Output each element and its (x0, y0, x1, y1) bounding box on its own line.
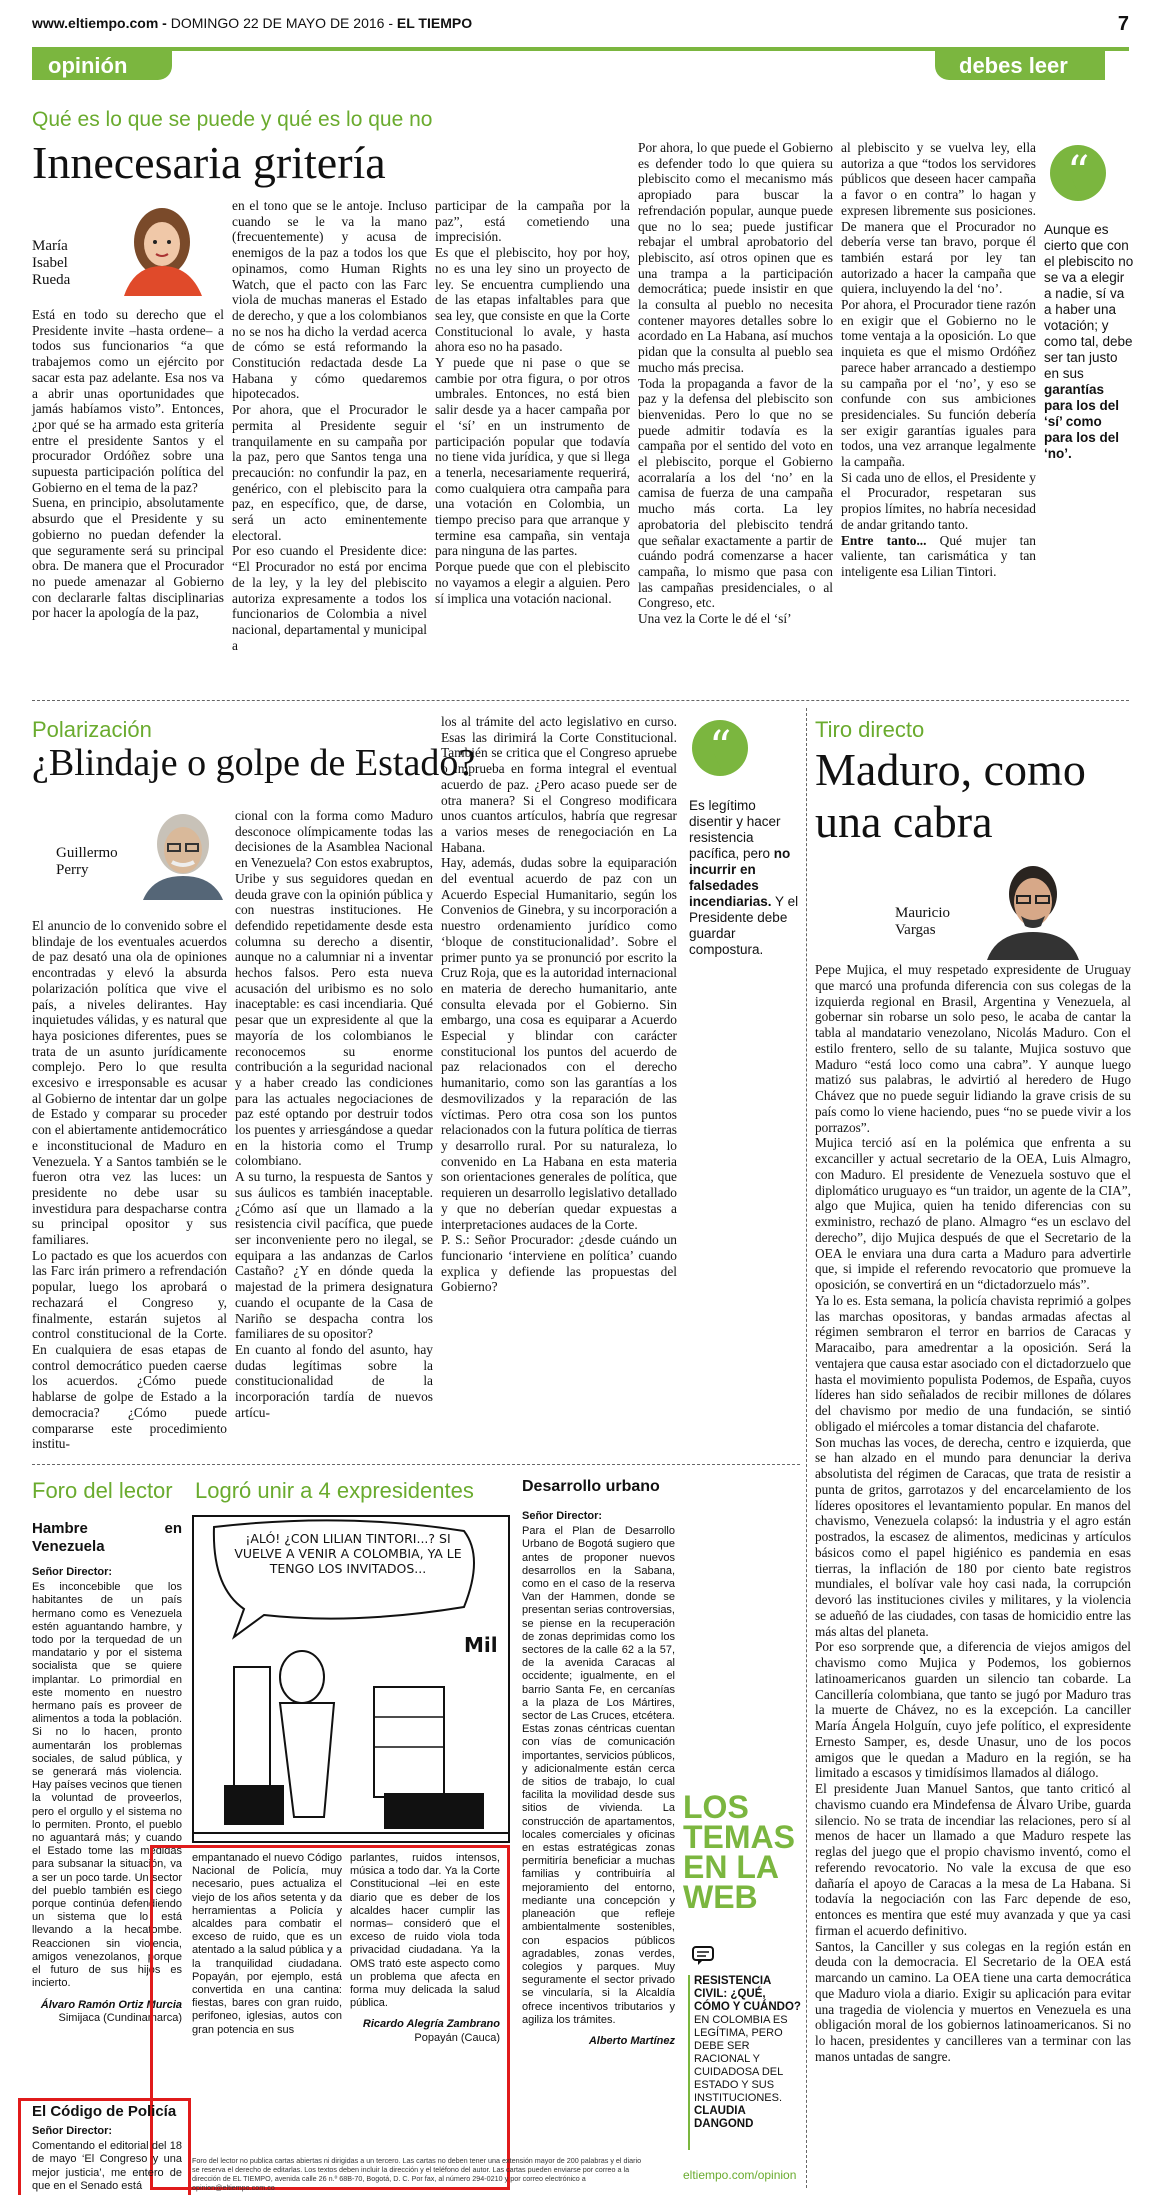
letter2-column-2: empantanado el nuevo Código Nacional de Policía, muy necesario, pues actualiza el viejo de los años setenta y da herramientas a Policía y alcaldes para combatir el exceso de ruido, que es un atentado a la salud pública y a la tranquilidad ciudadana. Popayán, por ejemplo, está convertida en una cantina: fiestas, bares con gran ruido, perifoneo, iglesias, autos con gran potencia en sus (192, 1852, 342, 2036)
temas-divider (688, 1975, 690, 2150)
author-photo-vargas (975, 850, 1090, 960)
article1-col5-text: al plebiscito y se vuelva ley, ella autoriza a que “todos los servidores públicos que deseen hacer campaña a favor o en contra” lo hagan y expresen libremente sus posiciones. De manera que el Procurador no debería verse tan bravo, porque él también estará por ley tan autorizado a hacer la campaña que quiera, incluyendo la del ‘no’. Por ahora, el Procurador tiene razón en exigir que el Gobierno no le tome ventaja a la oposición. Lo que inquieta es que el mismo Ordóñez parece haber arrancado a destiempo su campaña por el ‘no’, y eso se confunde con sus ambiciones presidenciales. Su función debería ser exigir garantías iguales para todos, una vez arranque legalmente la campaña. Si cada uno de ellos, el Presidente y el Procurador, respetaran sus propios límites, no habría necesidad de andar gritando tanto. (841, 140, 1036, 532)
article2-author: Guillermo Perry (56, 845, 118, 878)
letter2-body: Comentando el editorial del 18 de mayo ‘El Congreso y una mejor justicia’, me entero de que en el Senado está (32, 2140, 182, 2192)
article1-closing-bold: Entre tanto... (841, 532, 927, 548)
article1-closing: Qué mujer tan valiente, tan carismática y tan inteligente esa Lilian Tintori. (841, 532, 1036, 579)
masthead: www.eltiempo.com - DOMINGO 22 DE MAYO DE 2016 - EL TIEMPO 7 (32, 13, 1129, 35)
article1-title: Innecesaria gritería (32, 137, 386, 188)
section-label: opinión (48, 53, 128, 78)
temas-url[interactable]: eltiempo.com/opinion (683, 2168, 797, 2182)
article1-column-2: en el tono que se le antoje. Incluso cuando se le va la mano (frecuentemente) y acusa de enemigos de la paz a todos los que opinamos, como Human Rights Watch, que el pacto con las Farc viola de muchas maneras el Estado de derecho, y que a los colombianos no se nos ha dicho la verdad acerca de cómo se está reformando la Constitución redactada desde La Habana y cómo quedaremos hipotecados. Por ahora, que el Procurador le permita al Presidente seguir tranquilamente en su campaña por la paz, pero que Santos tenga una precaución: no confundir la paz, en genérico, con el plebiscito para la paz, en específico, que, de darse, será un acto eminentemente electoral. Por eso cuando el Presidente dice: “El Procurador no está por encima de la ley, y la ley del plebiscito autoriza expresamente a todos los funcionarios de Colombia a nivel nacional, departamental y municipal a (232, 198, 427, 653)
dateline: DOMINGO 22 DE MAYO DE 2016 (170, 15, 385, 31)
letter1-location: Simijaca (Cundinamarca) (58, 2011, 182, 2024)
article1-column-4: Por ahora, lo que puede el Gobierno es defender todo lo que quiera su plebiscito como el mecanismo más apropiado para buscar la refrendación popular, aunque puede que no lo sea; puede justificar rebajar el umbral aprobatorio del plebiscito, así otros opinen que es una trampa a la participación democrática; puede insistir en que la consulta al pueblo no necesita contener mayores detalles sobre lo acordado en La Habana, así muchos pidan que la consulta al pueblo sea mucho más precisa. Toda la propaganda a favor de la paz y la defensa del plebiscito son bienvenidas. Pero lo que no se puede admitir todavía es la campaña por el sentido del voto en el plebiscito, porque el Gobierno acorralaría a los del ‘no’ en la camisa de fuerza de una campaña mucho más corta. La ley aprobatoria del plebiscito tendrá que señalar exactamente a partir de cuándo podrá comenzarse a hacer campaña, lo mismo que pasa con las campañas presidenciales, o al Congreso, etc. Una vez la Corte le dé el ‘sí’ (638, 140, 833, 627)
quote-icon: “ (1050, 145, 1106, 201)
article3-title: Maduro, como una cabra (815, 744, 1086, 847)
letter2-signature: Ricardo Alegría Zambrano (362, 2018, 500, 2031)
article1-author: María Isabel Rueda (32, 238, 71, 288)
cartoon-signature: Mil (464, 1633, 498, 1657)
letter2-col3-text: parlantes, ruidos intensos, música a todo dar. Ya la Corte Constitucional –lei en este diario que es deber de los alcaldes hacer cumplir las normas– consideró que el exceso de ruido viola toda privacidad ciudadana. Ya la OMS trató este aspecto como un problema que afecta en forma muy delicada la salud pública. (350, 1852, 500, 2010)
article1-column-5 (841, 140, 1036, 664)
temas-item-sub: EN COLOMBIA ES LEGÍTIMA, PERO DEBE SER RACIONAL Y CUIDADOSA DEL ESTADO Y SUS INSTITUCIONES. (694, 2014, 788, 2104)
article2-column-1: El anuncio de lo convenido sobre el blindaje de los eventuales acuerdos de paz desató una ola de opiniones encontradas y elevó la absurda polarización política que vive el país, a niveles delirantes. Hay inquietudes válidas, y es natural que haya posiciones diferentes, pues se trata de un asunto jurídicamente complejo. Pero lo que resulta excesivo e irresponsable es acusar al Gobierno de intentar dar un golpe de Estado y comparar su proceder con el abiertamente antidemocrático e inconstitucional de Maduro en Venezuela. Y a Santos también se le fueron otra vez las luces: un presidente no debe usar su investidura para despacharse contra su principal opositor y sus familiares. Lo pactado es que los acuerdos con las Farc irán primero a refrendación popular, luego los aprobará o rechazará el Congreso y, finalmente, estarán sujetos al control constitucional de la Corte. En cualquiera de esas etapas de control democrático pueden caerse los acuerdos. ¿Cómo puede hablarse de golpe de Estado a la democracia? ¿Cómo puede compararse este procedimiento institu- (32, 918, 227, 1452)
section-divider (32, 700, 1129, 701)
letter2-title: El Código de Policía (32, 2103, 177, 2120)
temas-heading: LOS TEMAS EN LA WEB (683, 1789, 795, 1915)
pullquote-text: Aunque es cierto que con el plebiscito no se va a elegir a nadie, sí va a haber una votación; y como tal, debe ser tan justo en sus (1044, 222, 1134, 381)
letter1-salute: Señor Director: (32, 1566, 113, 1578)
section-right-label: debes leer (959, 53, 1068, 78)
letter2-location: Popayán (Cauca) (414, 2031, 500, 2044)
desarrollo-salute: Señor Director: (522, 1510, 603, 1522)
author-photo-rueda (104, 196, 214, 296)
article3-body: Pepe Mujica, el muy respetado expresidente de Uruguay que marcó una profunda diferencia con sus colegas de la izquierda regional en Brasil, Argentina y Venezuela, al gobernar sin robarse un solo peso, le acaba de cantar la tabla al mandatario venezolano, Nicolás Maduro. Con el estilo frentero, sello de su talante, Mujica sostuvo que Maduro “está loco como una cabra”. Y aunque luego matizó sus palabras, le advirtió al heredero de Hugo Chávez que no puede seguir lidiando la grave crisis de su país como lo viene haciendo, pues “no se puede vivir a los porrazos”. Mujica terció así en la polémica que enfrenta a su excanciller y actual secretario de la OEA, Luis Almagro, con Maduro. El presidente de Venezuela sostuvo que el diplomático uruguayo es “un traidor, un agente de la CIA”, algo que Mujica, quien ha tenido diferencias con su exministro, rechazó de plano. Almagro “es un esclavo del derecho”, dijo Mujica después de que el Secretario de la OEA le enviara una dura carta a Maduro para advertirle que, si impide el referendo revocatorio que promueve la oposición, se convertirá en un “dictadorzuelo más”. Ya lo es. Esta semana, la policía chavista reprimió a golpes las marchas opositoras, y bandas armadas afectas al régimen sembraron el terror en barrios de Caracas y Maracaibo, para amedrentar a la oposición. Será la ventajera que causa estar asociado con el dictadorzuelo que hasta el movimiento populista Podemos, de España, cuyos líderes han sido señalados de recibir millones de dólares del chavismo por medio de una fundación, se sintió obligado el miércoles a tomar distancia del chafarote. Son muchas las voces, de derecha, centro e izquierda, que se han alzado en el mundo para denunciar la deriva absolutista del régimen de Caracas, que trata de resistir a punta de gritos, garrotazos y del encarcelamiento de los líderes opositores el levantamiento popular. En manos del chavismo, Venezuela colapsó: la industria y el agro están postrados, la escasez de alimentos, medicinas y artículos básicos como el papel higiénico es pandemia en esas tierras, la inflación de 180 por ciento bate registros mundiales, el bolívar vale hoy casi nada, la corrupción devoró las instituciones civiles y militares, y la violencia se adueñó de las ciudades, con tasas de homicidio entre las más altas del planeta. Por eso sorprende que, a diferencia de viejos amigos del chavismo como Mujica y Podemos, los gobiernos latinoamericanos guarden un silencio tan cobarde. La Cancillería colombiana, que tanto se jugó por Maduro tras la muerte de Chávez, no es la excepción. La canciller María Ángela Holguín, cuyo jefe político, el expresidente Ernesto Samper, es, desde Unasur, uno de los pocos amigos que le quedan a Maduro en la región, se ha limitado a escasos y timidísimos llamados al diálogo. El presidente Juan Manuel Santos, que tanto criticó al chavismo cuando era Mindefensa de Álvaro Uribe, guarda silencio. No se trata de incendiar las relaciones, pero sí al menos de hacer un llamado a que Maduro respete las reglas del juego que el propio chavismo inventó, como el referendo revocatorio. No vale la excusa de que eso dañaría el apoyo de Caracas a la mesa de La Habana. Si todavía la negociación con las Farc depende de eso, entonces es mentira que esté muy avanzada y que ya casi firman el acuerdo definitivo. Santos, la Canciller y sus colegas en la región están en deuda con la democracia. El Secretario de la OEA está marcando un camino. La OEA tiene una carta democrática que Maduro viola a diario. Exigir su aplicación para evitar una tragedia de violencia y muertos en Venezuela es una obligación moral de los gobiernos latinoamericanos. Si no lo hacen, presidentes y cancilleres van a terminar con las manos untadas de sangre. (815, 962, 1132, 2064)
temas-item-title[interactable]: RESISTENCIA CIVIL: ¿QUÉ, CÓMO Y CUÁNDO? (694, 1975, 801, 2013)
pullquote2-bold: no incurrir en falsedades incendiarias. (689, 846, 791, 909)
brand-name: EL TIEMPO (396, 15, 473, 31)
letter2-column-3 (350, 1852, 500, 2152)
chat-icon (692, 1946, 714, 1966)
article2-column-2: cional con la forma como Maduro desconoce olímpicamente todas las decisiones de la Asamblea Nacional en Venezuela? Con estos exabruptos, Uribe y sus seguidores quedan en deuda grave con la opinión pública y con nuestras instituciones. He defendido repetidamente desde esta columna su derecho a disentir, aunque no a calumniar ni a inventar hechos falsos. Pero esta nueva acusación del uribismo es no solo inaceptable: es casi incendiaria. Qué pesar que un expresidente al que la mayoría de los colombianos le reconocemos su enorme contribución a la seguridad nacional y a haber creado las condiciones para las actuales negociaciones de paz esté optando por destruir todos los puentes y arriesgándose a quedar en la historia como el Trump colombiano. A su turno, la respuesta de Santos y sus áulicos es también inaceptable. ¿Cómo así que un llamado a la resistencia civil pacífica, que puede ser inconveniente pero no ilegal, se equipara a las andanzas de Carlos Castaño? ¿Y en dónde queda la majestad de la primera designatura cuando el ocupante de la Casa de Nariño se despacha contra los familiares de su opositor? En cuanto al fondo del asunto, hay dudas legítimas sobre la constitucionalidad de la incorporación tardía de nuevos artícu- (235, 808, 433, 1420)
site-url[interactable]: www.eltiempo.com (32, 15, 159, 31)
cartoon-bubble-text: ¡ALÓ! ¿CON LILIAN TINTORI...? SI VUELVE A VENIR A COLOMBIA, YA LE TENGO LOS INVITADOS... (234, 1531, 462, 1576)
foro-footnote: Foro del lector no publica cartas abiertas ni dirigidas a un tercero. Las cartas no deben tener una extensión mayor de 200 palabras y el diario se reserva el derecho de editarlas. Los textos deben incluir la dirección y el teléfono del autor. Las cartas pueden enviarse por correo a la dirección de EL TIEMPO, avenida calle 26 n.º 68B-70, Bogotá, D. C. Por fax, al número 294-0210 y por correo electrónico a opinion@eltiempo.com.co (192, 2156, 642, 2192)
temas-item[interactable] (694, 1975, 802, 2131)
temas-item-author: CLAUDIA DANGOND (694, 2105, 754, 2130)
pullquote2-text: Es legítimo disentir y hacer resistencia pacífica, pero (689, 798, 781, 861)
desarrollo-title: Desarrollo urbano (522, 1478, 660, 1495)
desarrollo-signature: Alberto Martínez (588, 2034, 675, 2047)
article2-pullquote (689, 798, 799, 958)
pullquote2-text-end: Y el Presidente debe guardar compostura. (689, 894, 799, 957)
letter-codigo (32, 2103, 182, 2198)
section-divider-2 (32, 1464, 800, 1465)
desarrollo-body: Para el Plan de Desarrollo Urbano de Bogotá sugiero que antes de proponer nuevos desarrollos en la Sabana, como en el caso de la reserva Van der Hammen, donde se presentan serias controversias, se piense en la recuperación de zonas deprimidas como los sectores de la calle 62 a la 57, de la avenida Caracas al occidente; igualmente, en el barrio Santa Fe, en cercanías a la plaza de Los Mártires, sector de Las Cruces, etcétera. Estas zonas céntricas cuentan con vías de comunicación importantes, servicios públicos, y adicionalmente están cerca de sitios de trabajo, lo cual facilita la movilidad desde sus sitios de vivienda. La construcción de apartamentos, locales comerciales y oficinas en estas estratégicas zonas permitiría beneficiar a muchas familias y contribuiría al mejoramiento del entorno, mediante una concepción y planeación que refleje ambientalmente sostenibles, con espacios públicos agradables, zonas verdes, colegios y parques. Muy seguramente el sector privado se vincularía, si la Alcaldía ofrece incentivos tributarios y agiliza los trámites. (522, 1525, 675, 2026)
section-tab-right (935, 50, 1105, 80)
quote-icon-2: “ (692, 720, 748, 776)
article1-column-1: Está en todo su derecho que el Presidente invite –hasta ordene– a todos sus funcionarios “a que trabajemos como un ejército por sacar esta paz adelante. Esa nos va a abrir unas oportunidades que jamás habíamos visto”. Entonces, ¿por qué se ha armado esta gritería entre el presidente Santos y el procurador Ordóñez sobre una supuesta participación política del Gobierno en el tema de la paz? Suena, en principio, absolutamente absurdo que el Presidente y su gobierno no puedan defender la que seguramente será su principal obra. De manera que el Procurador no puede amenazar al Gobierno con declararle faltas disciplinarias por hacer la apología de la paz, (32, 307, 224, 621)
author-photo-perry (128, 800, 233, 900)
article3-kicker: Tiro directo (815, 717, 925, 742)
article1-pullquote (1044, 222, 1134, 462)
letter2-salute: Señor Director: (32, 2125, 113, 2137)
article2-kicker: Polarización (32, 717, 152, 742)
article2-title: ¿Blindaje o golpe de Estado? (32, 742, 476, 784)
column-divider (806, 708, 807, 2188)
cartoon-title: Logró unir a 4 expresidentes (195, 1478, 474, 1503)
cartoon-frame (192, 1515, 510, 1843)
article1-column-3: participar de la campaña por la paz”, está cometiendo una imprecisión. Es que el plebiscito, hoy por hoy, no es una ley sino un proyecto de ley. Se encuentra cumpliendo una de las etapas infaltables para que sea ley, que consiste en que la Corte Constitucional lo avale, y hasta ahora eso no ha pasado. Y puede que ni pase o que se cambie por otra figura, o por otros umbrales. Entonces, no está bien salir desde ya a hacer campaña por el ‘sí’ en un instrumento de participación popular que todavía no tiene vida jurídica, y que si llega a tenerla, necesariamente requerirá, como cualquiera otra campaña para una votación en Colombia, un tiempo preciso para que arranque y terminе esa campaña, sin ventaja para ninguna de las partes. Porque puede que con el plebiscito no vayamos a elegir a alguien. Pero sí implica una votación nacional. (435, 198, 630, 606)
letter1-title: Hambre en Venezuela (32, 1520, 182, 1555)
article2-column-3: los al trámite del acto legislativo en curso. Esas las dirimirá la Corte Constitucional. También se critica que el Congreso apruebe o imprueba en forma integral el eventual acuerdo de paz. ¿Pero acaso puede ser de otra manera? Si el Congreso modificara unos cuantos artículos, habría que regresar a varios meses de renegociación en La Habana. Hay, además, dudas sobre la equiparación del eventual acuerdo de paz con un Acuerdo Especial Humanitario, según los Convenios de Ginebra, y su incorporación a nuestro ordenamiento jurídico como ‘bloque de constitucionalidad’. Sobre el primer punto ya se pronunció por escrito la Cruz Roja, que es la autoridad internacional en materia de derecho humanitario, ante consulta elevada por el Gobierno. Sin embargo, una cosa es equiparar a Acuerdo Especial y blindar con carácter constitucional los puntos del acuerdo de paz relacionados con el derecho humanitario, como son las garantías a los desmovilizados y la reparación de las víctimas. Pero otra cosa son los puntos relacionados con la futura política de tierras y desarrollo rural. Por su naturaleza, lo convenido en La Habana en esta materia son orientaciones generales de política, que requieren un desarrollo legislativo detallado y que no deberían quedar expuestas a interpretaciones audaces de la Corte. P. S.: Señor Procurador: ¿desde cuándo un funcionario ‘interviene en política’ cuando explica y defiende las propuestas del Gobierno? (441, 714, 677, 1295)
page-number: 7 (1117, 13, 1129, 35)
letter-desarrollo (522, 1478, 675, 2138)
letter1-signature: Álvaro Ramón Ortiz Murcia (40, 1998, 182, 2011)
article1-kicker: Qué es lo que se puede y qué es lo que no (32, 108, 433, 131)
article3-author: Mauricio Vargas (895, 905, 950, 938)
letter1-body: Es inconcebible que los habitantes de un país hermano como es Venezuela estén aguantando hambre, y todo por la terquedad de un mandatario y por el sistema socialista que se quiere implantar. Lo primordial en este momento en nuestro hermano país es proveer de alimentos a toda la población. Si no lo hacen, pronto aumentarán los problemas sociales, de salud pública, y se generará más violencia. Hay países vecinos que tienen la voluntad de proveerlos, pero el orgullo y el sistema no lo permiten. Pronto, el pueblo no aguantará más; y cuando el Estado tome las medidas para subsanar la situación, va a ser un poco tarde. Un sector del pueblo también es ciego porque continúa defendiendo un sistema que lo está llevando a la hecatombe. Reaccionen sin violencia, amigos venezolanos, porque el futuro de sus hijos es incierto. (32, 1581, 182, 1990)
section-tab (32, 50, 172, 80)
pullquote-bold: garantías para los del ‘sí’ como para los del ‘no’. (1044, 382, 1120, 461)
foro-kicker: Foro del lector (32, 1478, 173, 1503)
